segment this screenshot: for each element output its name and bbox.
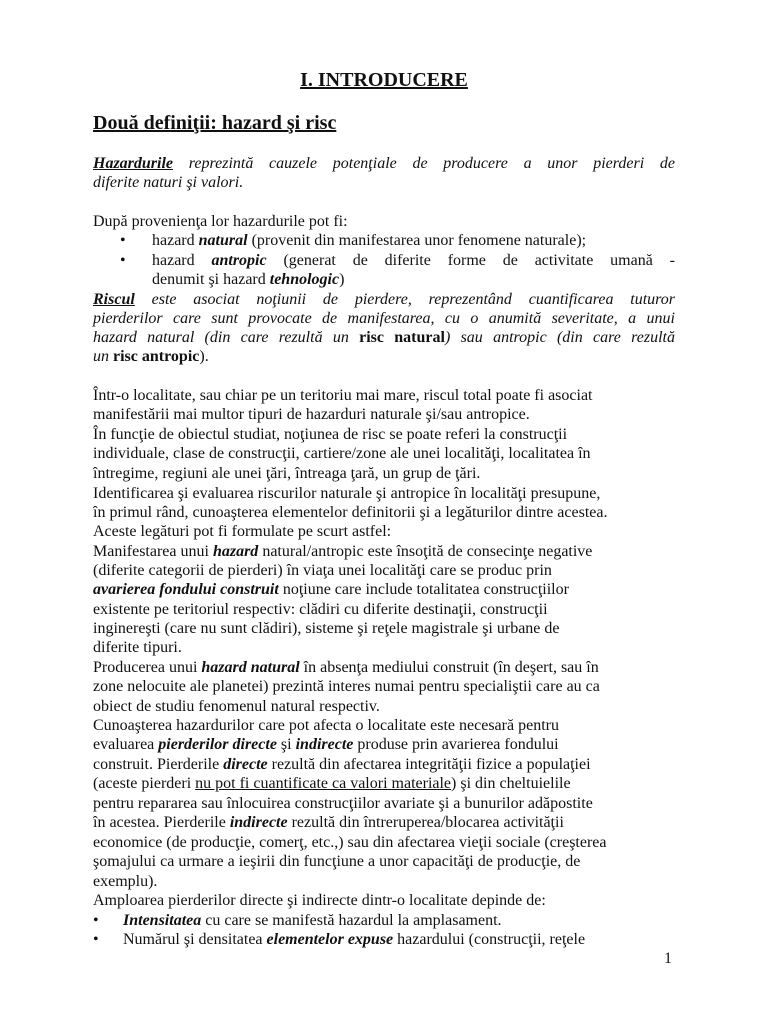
term-hazard-natural: hazard natural: [201, 659, 300, 676]
term-hazard: hazard: [212, 543, 259, 560]
term-indirecte: indirecte: [229, 814, 288, 831]
body-line: inginereşti (care nu sunt clădiri), sisteme şi reţele magistrale şi urbane de: [93, 620, 560, 637]
body-line: (diferite categorii de pierderi) în viaţa unei localităţi care se produc prin: [93, 562, 552, 579]
risk-definition-text: un: [93, 348, 113, 365]
body-text: construit. Pierderile: [93, 756, 224, 773]
body-text: (aceste pierderi: [93, 775, 196, 792]
body-line: Identificarea şi evaluarea riscurilor naturale şi antropice în localităţi presupune,: [93, 485, 601, 502]
body-text: rezultă din întreruperea/blocarea activităţii: [287, 814, 564, 831]
bullet-icon: •: [120, 232, 126, 249]
bullet-icon: •: [93, 912, 99, 929]
hazard-definition-line-2: diferite naturi şi valori.: [93, 174, 244, 191]
list-item-elemente: [123, 930, 673, 949]
risk-definition-line-2: pierderilor care sunt provocate de manifestarea, cu o anumită severitate, a unui: [93, 310, 675, 327]
body-line: zone nelocuite ale planetei) prezintă interes numai pentru specialiştii care au ca: [93, 678, 600, 695]
term-antropic: antropic: [211, 252, 267, 269]
body-text: Manifestarea unui: [93, 543, 213, 560]
hazard-definition-line-1: [93, 154, 675, 173]
list-item-text: denumit şi hazard: [152, 271, 270, 288]
body-text: ) şi din cheltuielile: [451, 775, 571, 792]
term-intensitatea: Intensitatea: [123, 912, 202, 929]
body-line: [93, 735, 675, 754]
body-text: natural/antropic este însoţită de consecinţe negative: [258, 543, 593, 560]
list-item-text: cu care se manifestă hazardul la amplasament.: [201, 912, 502, 929]
body-line: individuale, clase de construcţii, cartiere/zone ale unei localităţi, localitatea în: [93, 445, 591, 462]
list-item-text: hazardului (construcţii, reţele: [393, 931, 586, 948]
body-line: exemplu).: [93, 873, 158, 890]
page-number: 1: [664, 950, 672, 967]
body-line: [93, 755, 675, 774]
hazard-term: Hazardurile: [93, 155, 174, 172]
body-line: [93, 774, 675, 793]
term-avarierea-fondului: avarierea fondului construit: [93, 581, 279, 598]
body-line: şomajului ca urmare a ieşirii din funcţiune a unor capacităţi de producţie, de: [93, 853, 581, 870]
list-item-text: ): [339, 271, 345, 288]
body-text: noţiune care include totalitatea construcţiilor: [278, 581, 569, 598]
body-line: [93, 813, 675, 832]
risk-definition-text: este asociat noţiunii de pierdere, reprezentând cuantificarea tuturor: [134, 291, 675, 308]
term-pierderilor-directe: pierderilor directe: [158, 736, 277, 753]
body-line: Aceste legături pot fi formulate pe scurt astfel:: [93, 523, 392, 540]
body-line: În funcţie de obiectul studiat, noţiunea de risc se poate referi la construcţii: [93, 426, 568, 443]
body-line: diferite tipuri.: [93, 639, 182, 656]
list-item-antropic-line-2: [152, 270, 672, 289]
body-line: Cunoaşterea hazardurilor care pot afecta o localitate este necesară pentru: [93, 717, 559, 734]
risk-definition-text: ).: [199, 348, 209, 365]
risk-definition-line-4: [93, 347, 675, 366]
list-item-text: (provenit din manifestarea unor fenomene naturale);: [247, 232, 587, 249]
risk-definition-text: ) sau antropic (din care rezultă: [444, 329, 675, 346]
term-indirecte: indirecte: [295, 736, 354, 753]
body-text: Producerea unui: [93, 659, 202, 676]
body-line: [93, 542, 675, 561]
provenance-intro: După provenienţa lor hazardurile pot fi:: [93, 213, 348, 230]
body-line: economice (de producţie, comerţ, etc.,) sau din afectarea vieţii sociale (creşterea: [93, 834, 607, 851]
body-line: pentru repararea sau înlocuirea construcţiilor avariate şi a bunurilor adăpostite: [93, 795, 593, 812]
list-item-text: (generat de diferite forme de activitate umană -: [266, 252, 675, 269]
body-line: Într-o localitate, sau chiar pe un teritoriu mai mare, riscul total poate fi asociat: [93, 387, 593, 404]
section-heading: Două definiţii: hazard şi risc: [93, 112, 337, 134]
body-text: în absenţa mediului construit (în deşert, sau în: [299, 659, 599, 676]
term-directe: directe: [223, 756, 268, 773]
body-line: [93, 580, 675, 599]
term-natural: natural: [198, 232, 248, 249]
risk-definition-line-1: [93, 290, 675, 309]
list-item-antropic: [152, 251, 675, 270]
body-line: obiect de studiu fenomenul natural respectiv.: [93, 698, 380, 715]
term-elementelor-expuse: elementelor expuse: [266, 931, 394, 948]
term-risc-antropic: risc antropic: [113, 348, 200, 365]
risk-definition-text: hazard natural (din care rezultă un: [93, 329, 360, 346]
bullet-icon: •: [120, 252, 126, 269]
list-item-text: hazard: [152, 252, 212, 269]
body-text: rezultă din afectarea integrităţii fizice a populaţiei: [267, 756, 591, 773]
list-item-text: hazard: [152, 232, 199, 249]
hazard-definition-text: reprezintă cauzele potenţiale de producere a unor pierderi de: [188, 155, 676, 172]
term-tehnologic: tehnologic: [269, 271, 340, 288]
risk-definition-line-3: [93, 328, 675, 347]
list-item-natural: [152, 231, 672, 250]
body-text: evaluarea: [93, 736, 159, 753]
body-text: în acestea. Pierderile: [93, 814, 230, 831]
body-line: întregime, regiuni ale unei ţări, întreaga ţară, un grup de ţări.: [93, 465, 481, 482]
bullet-icon: •: [93, 931, 99, 948]
body-line: existente pe teritoriul respectiv: clădiri cu diferite destinaţii, construcţii: [93, 601, 548, 618]
page-title: I. INTRODUCERE: [300, 69, 468, 91]
body-line: manifestării mai multor tipuri de hazarduri naturale şi/sau antropice.: [93, 406, 530, 423]
risk-term: Riscul: [93, 291, 135, 308]
body-line: în primul rând, cunoaşterea elementelor definitorii şi a legăturilor dintre acestea.: [93, 504, 608, 521]
list-item-text: Numărul şi densitatea: [123, 931, 267, 948]
body-line: Amploarea pierderilor directe şi indirecte dintr-o localitate depinde de:: [93, 892, 546, 909]
body-line: [93, 658, 675, 677]
body-text: şi: [276, 736, 296, 753]
term-risc-natural: risc natural: [359, 329, 445, 346]
underlined-text: nu pot fi cuantificate ca valori materiale: [195, 775, 452, 792]
body-text: produse prin avarierea fondului: [353, 736, 559, 753]
list-item-intensitatea: [123, 911, 673, 930]
